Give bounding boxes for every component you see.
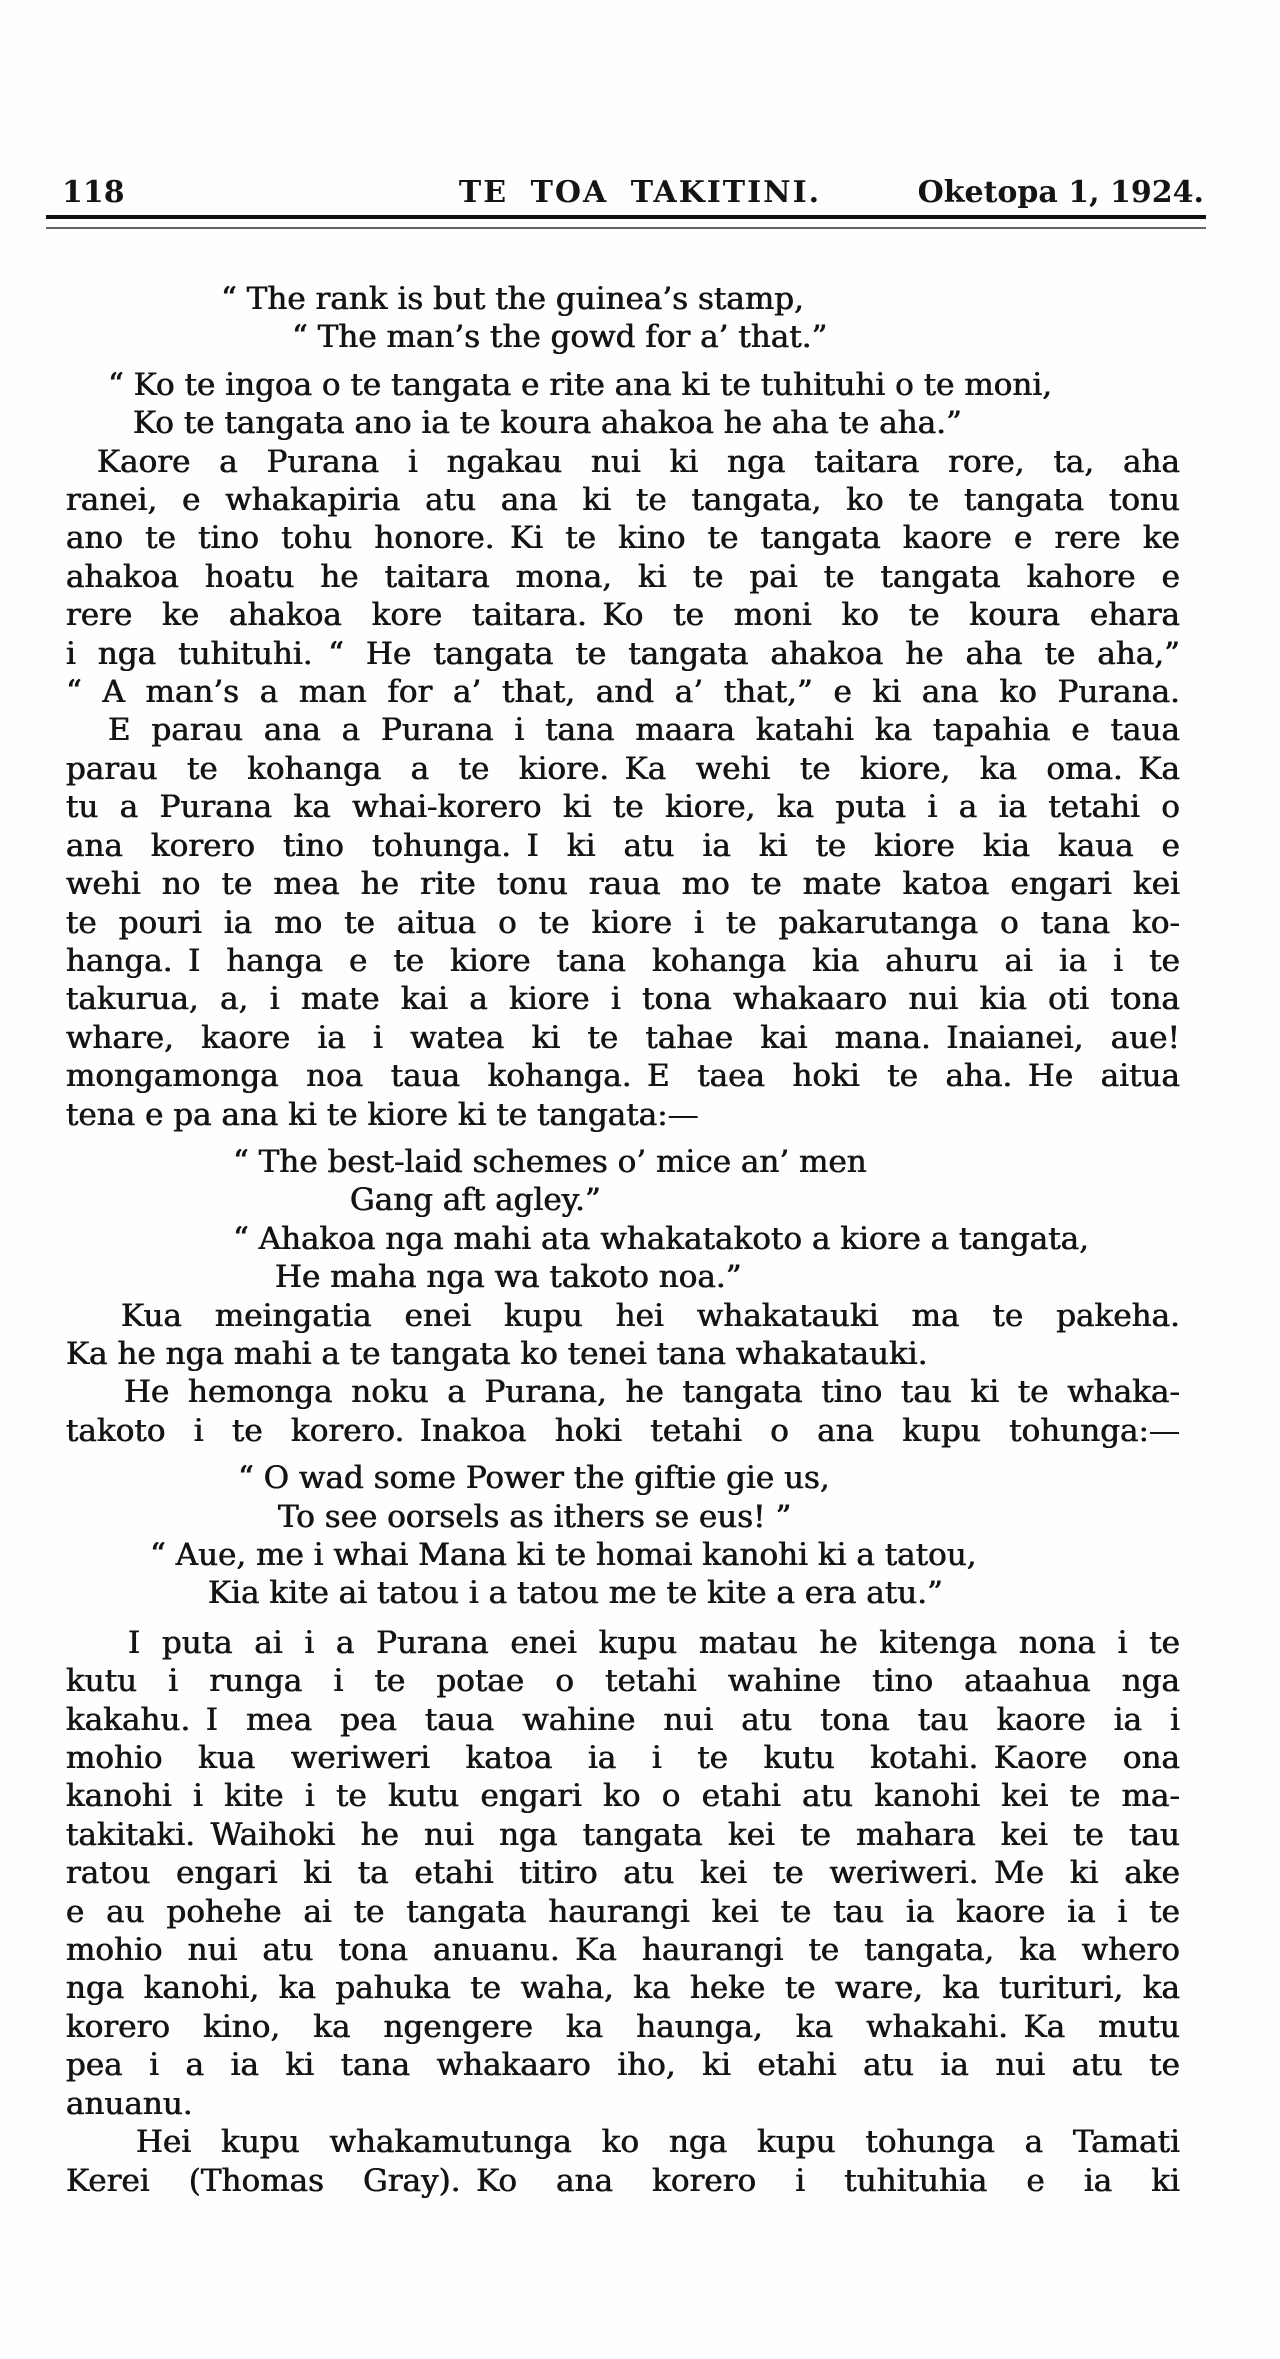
text-line: E parau ana a Purana i tana maara katahi ka tapahia e taua xyxy=(108,712,1180,749)
text-line: Kerei (Thomas Gray). Ko ana korero i tuhituhia e ia ki xyxy=(66,2162,1180,2199)
paragraph-hemonga xyxy=(66,1373,1180,1450)
text-line: takitaki. Waihoki he nui nga tangata kei te mahara kei te tau xyxy=(66,1816,1180,1853)
verse-burns-rank-english xyxy=(66,280,1180,357)
text-line: Kia kite ai tatou i a tatou me te kite a era atu.” xyxy=(208,1575,943,1612)
text-line: mohio nui atu tona anuanu. Ka haurangi te tangata, ka whero xyxy=(66,1932,1180,1969)
verse-best-laid-schemes xyxy=(66,1143,1180,1297)
header-rule-bottom xyxy=(46,227,1206,229)
text-line: Gang aft agley.” xyxy=(350,1182,601,1219)
text-line: hanga. I hanga e te kiore tana kohanga kia ahuru ai ia i te xyxy=(66,942,1180,979)
text-line: He hemonga noku a Purana, he tangata tino tau ki te whaka- xyxy=(124,1374,1180,1411)
text-line: “ A man’s a man for a’ that, and a’ that,” e ki ana ko Purana. xyxy=(66,674,1180,711)
text-line: He maha nga wa takoto noa.” xyxy=(275,1259,742,1296)
text-line: ranei, e whakapiria atu ana ki te tangata, ko te tangata tonu xyxy=(66,482,1180,519)
header-rule-top xyxy=(46,215,1206,219)
masthead-title: TE TOA TAKITINI. xyxy=(458,175,822,210)
text-line: takurua, a, i mate kai a kiore i tona whakaaro nui kia oti tona xyxy=(66,981,1180,1018)
text-line: rere ke ahakoa kore taitara. Ko te moni ko te koura ehara xyxy=(66,597,1180,634)
text-line: mongamonga noa taua kohanga. E taea hoki te aha. He aitua xyxy=(66,1058,1180,1095)
text-line: korero kino, ka ngengere ka haunga, ka whakahi. Ka mutu xyxy=(66,2008,1180,2045)
paragraph-thomas-gray xyxy=(66,2123,1180,2200)
text-line: tena e pa ana ki te kiore ki te tangata:— xyxy=(66,1096,699,1133)
text-line: tu a Purana ka whai-korero ki te kiore, ka puta i a ia tetahi o xyxy=(66,789,1180,826)
text-line: kanohi i kite i te kutu engari ko o etahi atu kanohi kei te ma- xyxy=(66,1778,1180,1815)
text-line: I puta ai i a Purana enei kupu matau he kitenga nona i te xyxy=(128,1624,1180,1661)
text-line: “ Ko te ingoa o te tangata e rite ana ki te tuhituhi o te moni, xyxy=(108,366,1053,403)
text-line: “ The man’s the gowd for a’ that.” xyxy=(292,319,828,356)
running-head xyxy=(0,176,1280,212)
text-line: “ Ahakoa nga mahi ata whakatakoto a kiore a tangata, xyxy=(233,1220,1090,1257)
text-line: ratou engari ki ta etahi titiro atu kei te weriweri. Me ki ake xyxy=(66,1855,1180,1892)
text-line: ano te tino tohu honore. Ki te kino te tangata kaore e rere ke xyxy=(66,520,1180,557)
text-line: Hei kupu whakamutunga ko nga kupu tohunga a Tamati xyxy=(136,2124,1180,2161)
text-line: “ O wad some Power the giftie gie us, xyxy=(238,1460,830,1497)
text-line: takoto i te korero. Inakoa hoki tetahi o ana kupu tohunga:— xyxy=(66,1412,1180,1449)
text-line: wehi no te mea he rite tonu raua mo te mate katoa engari kei xyxy=(66,866,1180,903)
text-line: whare, kaore ia i watea ki te tahae kai mana. Inaianei, aue! xyxy=(66,1019,1180,1056)
text-line: Kaore a Purana i ngakau nui ki nga taitara rore, ta, aha xyxy=(97,443,1180,480)
text-line: i nga tuhituhi. “ He tangata te tangata ahakoa he aha te aha,” xyxy=(66,635,1180,672)
page-number: 118 xyxy=(62,175,125,210)
text-line: mohio kua weriweri katoa ia i te kutu kotahi. Kaore ona xyxy=(66,1740,1180,1777)
text-line: “ The best-laid schemes o’ mice an’ men xyxy=(233,1143,867,1180)
text-line: parau te kohanga a te kiore. Ka wehi te kiore, ka oma. Ka xyxy=(66,750,1180,787)
text-line: To see oorsels as ithers se eus! ” xyxy=(278,1498,792,1535)
text-line: Ka he nga mahi a te tangata ko tenei tana whakatauki. xyxy=(66,1335,928,1372)
verse-giftie-gie-us xyxy=(66,1459,1180,1613)
text-line: ahakoa hoatu he taitara mona, ki te pai te tangata kahore e xyxy=(66,558,1180,595)
text-line: “ Aue, me i whai Mana ki te homai kanohi ki a tatou, xyxy=(150,1537,977,1573)
paragraph-purana-titles xyxy=(66,443,1180,712)
text-line: kakahu. I mea pea taua wahine nui atu tona tau kaore ia i xyxy=(66,1701,1180,1738)
paragraph-kutu-story xyxy=(66,1624,1180,2123)
text-line: Ko te tangata ano ia te koura ahakoa he aha te aha.” xyxy=(133,405,962,442)
text-line: nga kanohi, ka pahuka te waha, ka heke te ware, ka turituri, ka xyxy=(66,1970,1180,2007)
article-text xyxy=(66,280,1180,2200)
issue-date: Oketopa 1, 1924. xyxy=(917,175,1204,210)
text-line: pea i a ia ki tana whakaaro iho, ki etahi atu ia nui atu te xyxy=(66,2047,1180,2084)
text-line: ana korero tino tohunga. I ki atu ia ki te kiore kia kaua e xyxy=(66,827,1180,864)
text-line: te pouri ia mo te aitua o te kiore i te pakarutanga o tana ko- xyxy=(66,904,1180,941)
text-line: “ The rank is but the guinea’s stamp, xyxy=(221,281,804,317)
text-line: Kua meingatia enei kupu hei whakatauki ma te pakeha. xyxy=(121,1297,1180,1334)
text-line: e au pohehe ai te tangata haurangi kei te tau ia kaore ia i te xyxy=(66,1893,1180,1930)
paragraph-whakatauki xyxy=(66,1297,1180,1374)
text-line: anuanu. xyxy=(66,2085,193,2122)
paragraph-purana-kiore xyxy=(66,711,1180,1133)
text-line: kutu i runga i te potae o tetahi wahine tino ataahua nga xyxy=(66,1663,1180,1700)
verse-rank-maori xyxy=(66,366,1180,443)
